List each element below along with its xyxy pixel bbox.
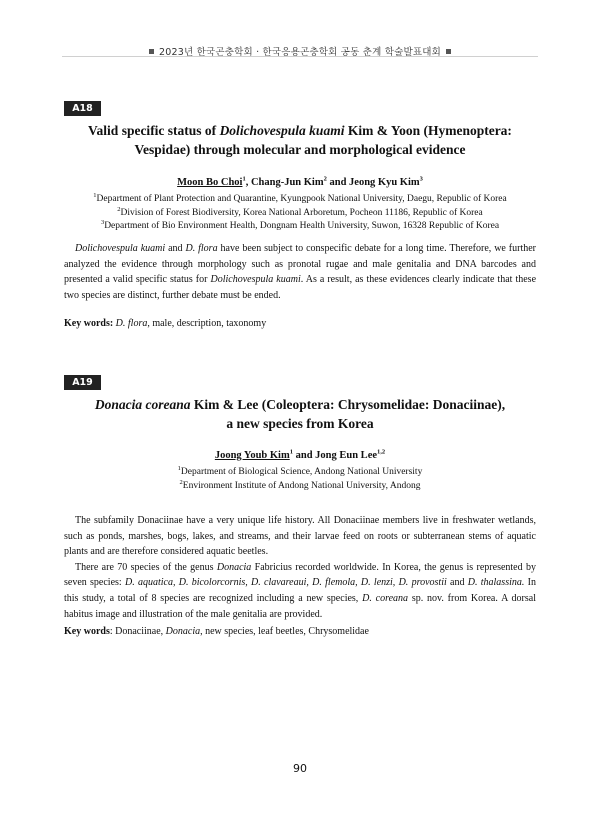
title-species: Dolichovespula kuami — [219, 123, 345, 138]
species-name: D. flora — [185, 243, 218, 254]
species-name: D. aquatica, D. bicolorcornis, D. clavareaui, D. flemola, D. lenzi, D. provostii — [124, 577, 447, 589]
affiliation-text: Division of Forest Biodiversity, Korea National Arboretum, Pocheon 11186, Republic of Korea — [120, 207, 483, 218]
abstract-body — [64, 513, 536, 622]
abstract-paragraph: The subfamily Donaciinae have a very unique life history. All Donaciinae members live in freshwater wetlands, such as ponds, marshes, bogs, lakes, and streams, and their larvae feed on roots or subterranean stems of aquatic plants and are therefore considered aquatic beetles. — [64, 515, 536, 558]
abstract-tag: A19 — [64, 375, 101, 390]
author-sup: 1 — [289, 448, 293, 456]
abstract-paragraph — [64, 560, 536, 622]
affiliation-sup: 2 — [179, 478, 183, 486]
title-text: a new species from Korea — [226, 416, 374, 431]
species-name: D. coreana — [362, 592, 409, 604]
body-text: and — [165, 243, 186, 254]
square-bullet-icon — [446, 49, 451, 54]
species-name: Donacia — [216, 561, 252, 573]
affiliation-text: Department of Plant Protection and Quarantine, Kyungpook National University, Daegu, Republic of Korea — [96, 194, 507, 204]
affiliation-text: Environment Institute of Andong National University, Andong — [182, 480, 421, 491]
keywords-label: Key words — [64, 626, 110, 637]
species-name: Dolichovespula kuami — [75, 243, 166, 254]
author-sup: 2 — [323, 175, 327, 183]
affiliations — [60, 193, 540, 234]
author-name: Moon Bo Choi — [177, 177, 243, 188]
keywords — [64, 626, 536, 637]
square-bullet-icon — [149, 49, 154, 54]
title-text: Valid specific status of — [88, 123, 220, 138]
abstract-paragraph — [64, 241, 536, 303]
body-text: In this study, a total of 8 species are recognized including a new species, — [64, 577, 536, 604]
author-name: and Jong Eun Lee — [292, 450, 378, 461]
author-name: , Chang-Jun Kim — [245, 177, 324, 188]
keywords-text: : Donaciinae, — [109, 626, 166, 637]
author-name: Joong Youb Kim — [214, 450, 290, 461]
keywords-text: , new species, leaf beetles, Chrysomelidae — [200, 626, 369, 637]
author-sup: 1 — [242, 175, 246, 183]
species-name: D. thalassina. — [467, 577, 525, 589]
author-sup: 3 — [419, 175, 423, 183]
affiliation-text: Department of Bio Environment Health, Dongnam Health University, Suwon, 16328 Republic of Korea — [104, 221, 500, 231]
affiliation-line — [60, 466, 540, 480]
affiliation-sup: 1 — [177, 464, 181, 472]
affiliation-text: Department of Biological Science, Andong National University — [180, 467, 423, 477]
body-text: sp. nov. from Korea. A dorsal habitus image and illustration of the male genitalia are provided. — [64, 592, 536, 620]
page-number: 90 — [293, 762, 307, 775]
author-sup: 1,2 — [377, 448, 386, 456]
author-name: and Jeong Kyu Kim — [326, 177, 420, 188]
abstract-tag: A18 — [64, 101, 101, 116]
abstract-title — [60, 395, 540, 433]
affiliation-line — [60, 480, 540, 494]
keywords-text: , male, description, taxonomy — [147, 318, 267, 329]
keyword-species: D. flora — [115, 318, 148, 329]
header-rule — [62, 56, 538, 57]
running-header-text: 2023년 한국곤충학회 · 한국응용곤충학회 공동 춘계 학술발표대회 — [159, 47, 441, 58]
title-species: Donacia coreana — [94, 397, 191, 412]
body-text: . As a result, as these evidences clearly indicate that these two species are distinct, further debate must be ended. — [64, 274, 537, 301]
affiliation-line — [60, 207, 540, 221]
abstract-body — [64, 241, 536, 303]
affiliation-line — [60, 193, 540, 207]
affiliation-sup: 3 — [100, 218, 105, 226]
keywords — [64, 318, 536, 329]
title-text: Kim & Yoon (Hymenoptera: — [344, 123, 512, 138]
body-text: have been subject to conspecific debate for a long time. Therefore, we further analyzed the evidence through morphology such as pronotal rugae and male genitalia and DNA barcodes and presented a valid specific status for — [64, 243, 536, 286]
title-text: Vespidae) through molecular and morphological evidence — [134, 142, 466, 157]
body-text: and — [446, 577, 468, 589]
affiliation-sup: 2 — [117, 205, 121, 213]
affiliations — [60, 466, 540, 493]
keyword-species: Donacia — [165, 626, 201, 637]
author-list — [60, 177, 540, 188]
species-name: Dolichovespula kuami — [210, 274, 301, 286]
title-text: Kim & Lee (Coleoptera: Chrysomelidae: Donaciinae), — [190, 397, 506, 412]
body-text: There are 70 species of the genus — [75, 561, 217, 573]
author-list — [60, 450, 540, 461]
affiliation-line — [60, 220, 540, 234]
affiliation-sup: 1 — [93, 191, 97, 199]
body-text: Fabricius recorded worldwide. In Korea, the genus is represented by seven species: — [64, 561, 536, 589]
abstract-title — [60, 121, 540, 159]
keywords-label: Key words: — [64, 318, 116, 329]
